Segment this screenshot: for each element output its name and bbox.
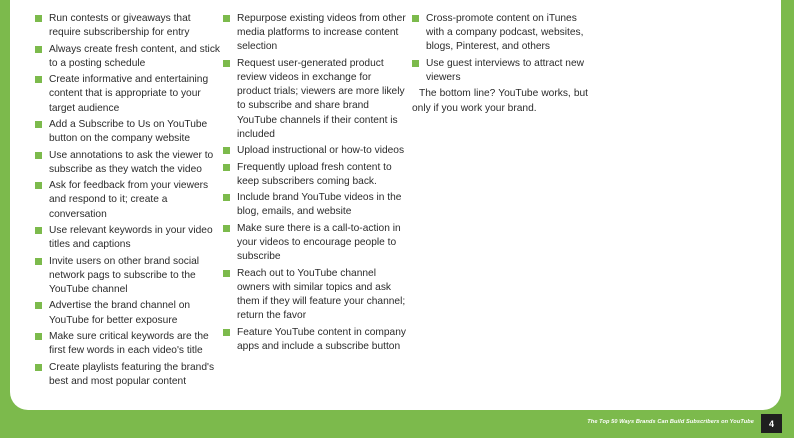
list-item xyxy=(223,57,408,142)
square-bullet-icon xyxy=(35,121,42,128)
square-bullet-icon xyxy=(35,152,42,159)
list-item xyxy=(412,12,597,55)
content-panel xyxy=(10,0,781,410)
list-item xyxy=(35,43,220,71)
list-item xyxy=(223,326,408,354)
list-item-text: Create playlists featuring the brand's best and most popular content xyxy=(49,361,215,387)
list-item-text: Invite users on other brand social network pags to subscribe to the YouTube channel xyxy=(49,255,200,295)
list-item-text: Upload instructional or how-to videos xyxy=(237,145,405,157)
tips-list-2 xyxy=(223,12,408,354)
list-item-text: Use relevant keywords in your video titles and captions xyxy=(49,224,213,251)
column-1 xyxy=(35,12,220,391)
list-item xyxy=(223,144,408,158)
list-item xyxy=(223,161,408,189)
list-item xyxy=(35,361,220,389)
square-bullet-icon xyxy=(412,15,419,22)
list-item xyxy=(35,12,220,40)
square-bullet-icon xyxy=(35,227,42,234)
list-item-text: Create informative and entertaining content that is appropriate to your target audience xyxy=(49,74,209,114)
footer-title: The Top 50 Ways Brands Can Build Subscribers on YouTube xyxy=(587,419,754,425)
list-item xyxy=(35,149,220,177)
square-bullet-icon xyxy=(412,60,419,67)
list-item xyxy=(223,191,408,219)
list-item-text: Use annotations to ask the viewer to subscribe as they watch the video xyxy=(49,149,214,175)
square-bullet-icon xyxy=(223,270,230,277)
square-bullet-icon xyxy=(223,164,230,171)
list-item-text: Make sure critical keywords are the first few words in each video's title xyxy=(49,330,209,357)
square-bullet-icon xyxy=(223,329,230,336)
list-item-text: Add a Subscribe to Us on YouTube button on the company website xyxy=(49,118,208,145)
list-item-text: Cross-promote content on iTunes with a company podcast, websites, blogs, Pinterest, and others xyxy=(426,13,584,53)
list-item-text: Repurpose existing videos from other media platforms to increase content selection xyxy=(237,13,406,53)
tips-list-1 xyxy=(35,12,220,389)
column-2 xyxy=(223,12,408,356)
list-item xyxy=(223,267,408,324)
square-bullet-icon xyxy=(35,302,42,309)
list-item-text: Ask for feedback from your viewers and respond to it; create a conversation xyxy=(49,180,209,220)
square-bullet-icon xyxy=(223,225,230,232)
list-item xyxy=(35,299,220,327)
square-bullet-icon xyxy=(35,15,42,22)
square-bullet-icon xyxy=(223,15,230,22)
list-item xyxy=(412,57,597,85)
list-item-text: Feature YouTube content in company apps and include a subscribe button xyxy=(237,326,406,352)
list-item xyxy=(35,179,220,222)
list-item-text: Advertise the brand channel on YouTube for better exposure xyxy=(49,300,191,326)
list-item-text: Frequently upload fresh content to keep subscribers coming back. xyxy=(237,161,392,187)
square-bullet-icon xyxy=(223,194,230,201)
list-item-text: Request user-generated product review videos in exchange for product trials; viewers are more likely to subscribe and share brand YouTube channels if their content is included xyxy=(237,57,405,140)
list-item xyxy=(35,224,220,252)
list-item-text: Include brand YouTube videos in the blog, emails, and website xyxy=(237,192,402,218)
list-item-text: Use guest interviews to attract new viewers xyxy=(426,57,584,83)
list-item-text: Run contests or giveaways that require subscribership for entry xyxy=(49,13,191,39)
square-bullet-icon xyxy=(35,46,42,53)
tips-list-3 xyxy=(412,12,597,85)
list-item xyxy=(223,222,408,265)
list-item xyxy=(35,73,220,116)
list-item-text: Make sure there is a call-to-action in your videos to encourage people to subscribe xyxy=(237,222,401,263)
square-bullet-icon xyxy=(223,60,230,67)
square-bullet-icon xyxy=(35,364,42,371)
square-bullet-icon xyxy=(35,258,42,265)
list-item xyxy=(223,12,408,55)
list-item xyxy=(35,118,220,146)
list-item xyxy=(35,330,220,358)
column-3 xyxy=(412,12,597,116)
page-number: 4 xyxy=(761,414,782,433)
list-item-text: Reach out to YouTube channel owners with similar topics and ask them if they will feature your channel; return the favor xyxy=(237,267,406,322)
square-bullet-icon xyxy=(35,333,42,340)
square-bullet-icon xyxy=(35,76,42,83)
bottom-line-text: The bottom line? YouTube works, but only if you work your brand. xyxy=(412,88,588,114)
list-item-text: Always create fresh content, and stick to a posting schedule xyxy=(49,43,221,69)
list-item xyxy=(35,255,220,298)
square-bullet-icon xyxy=(35,182,42,189)
square-bullet-icon xyxy=(223,147,230,154)
